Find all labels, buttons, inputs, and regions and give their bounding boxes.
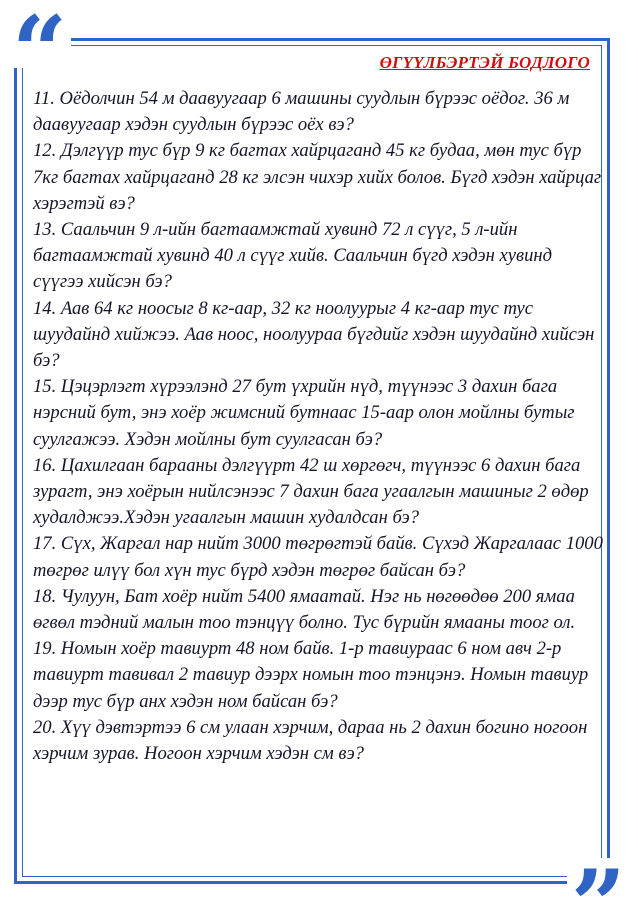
problem-12: 12. Дэлгүүр тус бүр 9 кг багтах хайрцаганд 45 кг будаа, мөн тус бүр 7кг багтах хайрцаганд 28 кг элсэн чихэр хийх болов. Бүгд хэдэн хайрцаг хэрэгтэй вэ?: [33, 140, 602, 214]
close-quote-icon: ”: [567, 858, 630, 920]
problem-19: 19. Номын хоёр тавиурт 48 ном байв. 1-р тавиураас 6 ном авч 2-р тавиурт тавивал 2 тавиур дээрх номын тоо тэнцэнэ. Номын тавиур дээр тус бүр анх хэдэн ном байсан бэ?: [33, 638, 589, 712]
problem-11: 11. Оёдолчин 54 м даавуугаар 6 машины суудлын бүрээс оёдог. 36 м даавуугаар хэдэн суудлын бүрээс оёх вэ?: [33, 88, 570, 136]
problem-18: 18. Чулуун, Бат хоёр нийт 5400 ямаатай. Нэг нь нөгөөдөө 200 ямаа өгвөл тэдний малын тоо тэнцүү болно. Тус бүрийн ямааны тоог ол.: [33, 585, 576, 634]
problem-16: 16. Цахилгаан барааны дэлгүүрт 42 ш хөргөгч, түүнээс 6 дахин бага зурагт, энэ хоёрын нийлсэнээс 7 дахин бага угаалгын машиныг 2 өдөр худалджээ.Хэдэн угаалгын машин худалдсан бэ?: [33, 454, 589, 529]
problem-list: [33, 86, 603, 767]
open-quote-icon: “: [8, 4, 71, 68]
problem-13: 13. Саальчин 9 л-ийн багтаамжтай хувинд 72 л сүүг, 5 л-ийн багтаамжтай хувинд 40 л сүүг хийв. Саальчин бүгд хэдэн хувинд сүүгээ хийсэн бэ?: [33, 219, 552, 293]
problem-20: 20. Хүү дэвтэртээ 6 см улаан хэрчим, дараа нь 2 дахин богино ногоон хэрчим зурав. Ногоон хэрчим хэдэн см вэ?: [33, 716, 588, 765]
problem-15: 15. Цэцэрлэгт хүрээлэнд 27 бут үхрийн нүд, түүнээс 3 дахин бага нэрсний бут, энэ хоёр жимсний бутнаас 15-аар олон мойлны бутыг суулгажээ. Хэдэн мойлны бут суулгасан бэ?: [33, 376, 575, 450]
problem-14: 14. Аав 64 кг ноосыг 8 кг-аар, 32 кг ноолуурыг 4 кг-аар тус тус шуудайнд хийжээ. Аав ноос, ноолуураа бүгдийг хэдэн шуудайнд хийсэн бэ?: [33, 297, 595, 372]
problem-17: 17. Сүх, Жаргал нар нийт 3000 төгрөгтэй байв. Сүхэд Жаргалаас 1000 төгрөг илүү бол хүн тус бүрд хэдэн төгрөг байсан бэ?: [33, 533, 603, 581]
section-title: ӨГҮҮЛБЭРТЭЙ БОДЛОГО: [379, 53, 590, 72]
